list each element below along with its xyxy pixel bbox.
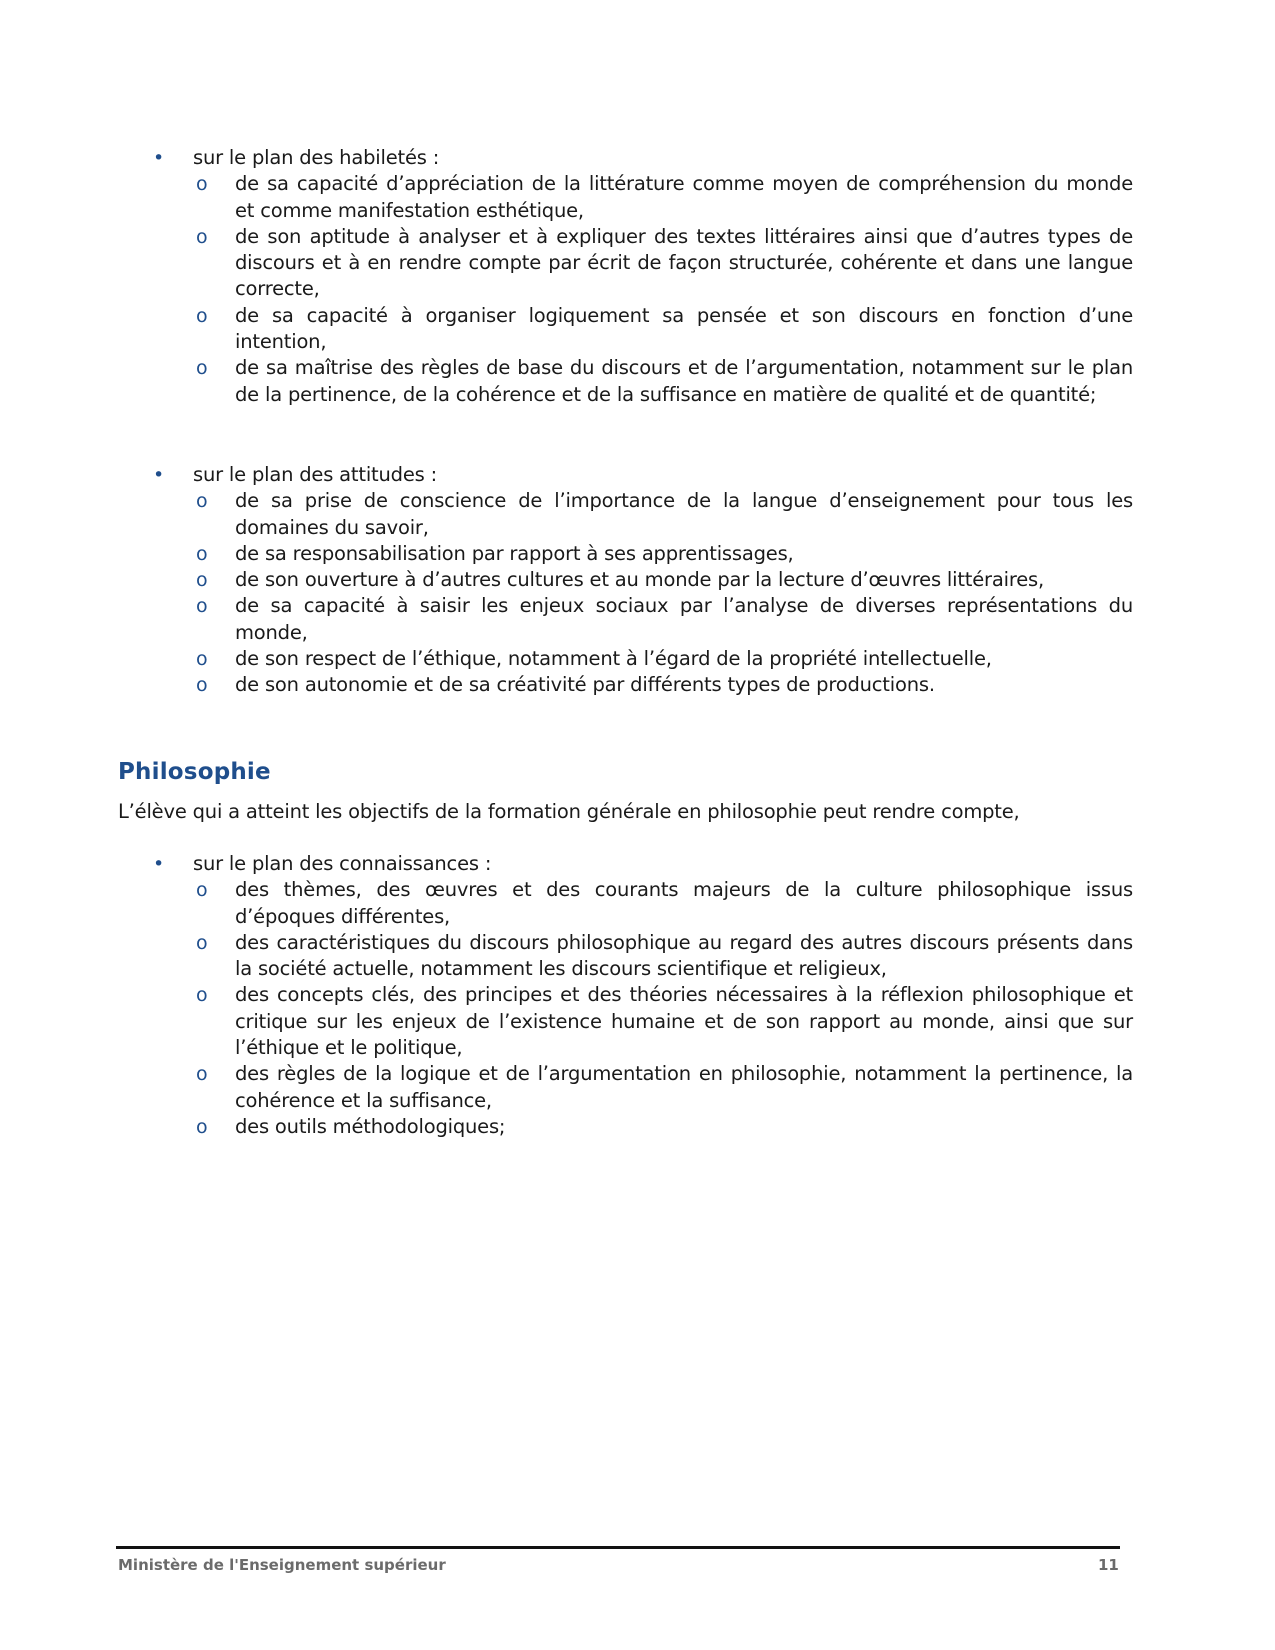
list-item: o de sa capacité d’appréciation de la littérature comme moyen de compréhension du monde et comme manifestation esthétique, <box>196 172 1133 222</box>
circle-bullet-icon: o <box>196 173 208 196</box>
circle-bullet-icon: o <box>196 569 208 592</box>
circle-bullet-icon: o <box>196 879 208 902</box>
bullet-icon: • <box>153 853 165 875</box>
circle-bullet-icon: o <box>196 542 208 565</box>
list-item: o de son respect de l’éthique, notamment à l’égard de la propriété intellectuelle, <box>193 646 1133 672</box>
list-item <box>118 145 1133 408</box>
attitudes-sublist <box>193 488 1133 698</box>
habiletes-label: sur le plan des habiletés : <box>193 146 440 169</box>
list-item: o des thèmes, des œuvres et des courants majeurs de la culture philosophique issus d’époques différentes, <box>196 878 1133 928</box>
connaissances-sublist <box>193 877 1133 1140</box>
connaissances-list <box>118 851 1133 1140</box>
habiletes-sublist <box>193 171 1133 408</box>
circle-bullet-icon: o <box>196 490 208 513</box>
list-item: o des outils méthodologiques; <box>193 1114 1133 1140</box>
list-item: o de sa capacité à saisir les enjeux sociaux par l’analyse de diverses représentations du monde, <box>196 594 1133 644</box>
list-item <box>118 462 1133 699</box>
list-item: o des concepts clés, des principes et des théories nécessaires à la réflexion philosophique et critique sur les enjeux de l’existence humaine et de son rapport au monde, ainsi que sur l’éthique et le politique, <box>196 983 1133 1060</box>
connaissances-section <box>118 851 1133 1140</box>
list-item: o des caractéristiques du discours philosophique au regard des autres discours présents dans la société actuelle, notamment les discours scientifique et religieux, <box>196 930 1133 981</box>
footer-ministry: Ministère de l'Enseignement supérieur <box>118 1556 446 1574</box>
list-item: o de sa responsabilisation par rapport à ses apprentissages, <box>193 541 1133 567</box>
list-item: o de sa prise de conscience de l’importance de la langue d’enseignement pour tous les domaines du savoir, <box>196 489 1133 539</box>
bullet-icon: • <box>153 147 165 169</box>
footer-divider <box>116 1546 1120 1549</box>
section-heading-philosophie: Philosophie <box>118 759 271 785</box>
bullet-icon: • <box>153 464 165 486</box>
list-item: o de sa capacité à organiser logiquement sa pensée et son discours en fonction d’une intention, <box>196 303 1133 354</box>
page-number: 11 <box>1098 1556 1119 1574</box>
circle-bullet-icon: o <box>196 357 208 380</box>
circle-bullet-icon: o <box>196 225 208 248</box>
circle-bullet-icon: o <box>196 931 208 954</box>
circle-bullet-icon: o <box>196 1063 208 1086</box>
list-item: o de sa maîtrise des règles de base du discours et de l’argumentation, notamment sur le plan de la pertinence, de la cohérence et de la suffisance en matière de qualité et de quantité; <box>196 356 1133 406</box>
list-item: o de son ouverture à d’autres cultures et au monde par la lecture d’œuvres littéraires, <box>193 567 1133 593</box>
circle-bullet-icon: o <box>196 1115 208 1138</box>
list-item <box>118 851 1133 1140</box>
habiletes-section <box>118 145 1133 408</box>
circle-bullet-icon: o <box>196 984 208 1007</box>
connaissances-label: sur le plan des connaissances : <box>193 852 492 875</box>
list-item: o de son autonomie et de sa créativité par différents types de productions. <box>193 672 1133 698</box>
attitudes-label: sur le plan des attitudes : <box>193 463 437 486</box>
circle-bullet-icon: o <box>196 304 208 327</box>
attitudes-list <box>118 462 1133 699</box>
habiletes-list <box>118 145 1133 408</box>
attitudes-section <box>118 462 1133 699</box>
circle-bullet-icon: o <box>196 674 208 697</box>
list-item: o de son aptitude à analyser et à expliquer des textes littéraires ainsi que d’autres types de discours et à en rendre compte par écrit de façon structurée, cohérente et dans une langue correcte, <box>196 224 1133 301</box>
circle-bullet-icon: o <box>196 648 208 671</box>
list-item: o des règles de la logique et de l’argumentation en philosophie, notamment la pertinence, la cohérence et la suffisance, <box>196 1062 1133 1112</box>
philosophie-intro: L’élève qui a atteint les objectifs de la formation générale en philosophie peut rendre compte, <box>118 800 1020 823</box>
circle-bullet-icon: o <box>196 595 208 618</box>
